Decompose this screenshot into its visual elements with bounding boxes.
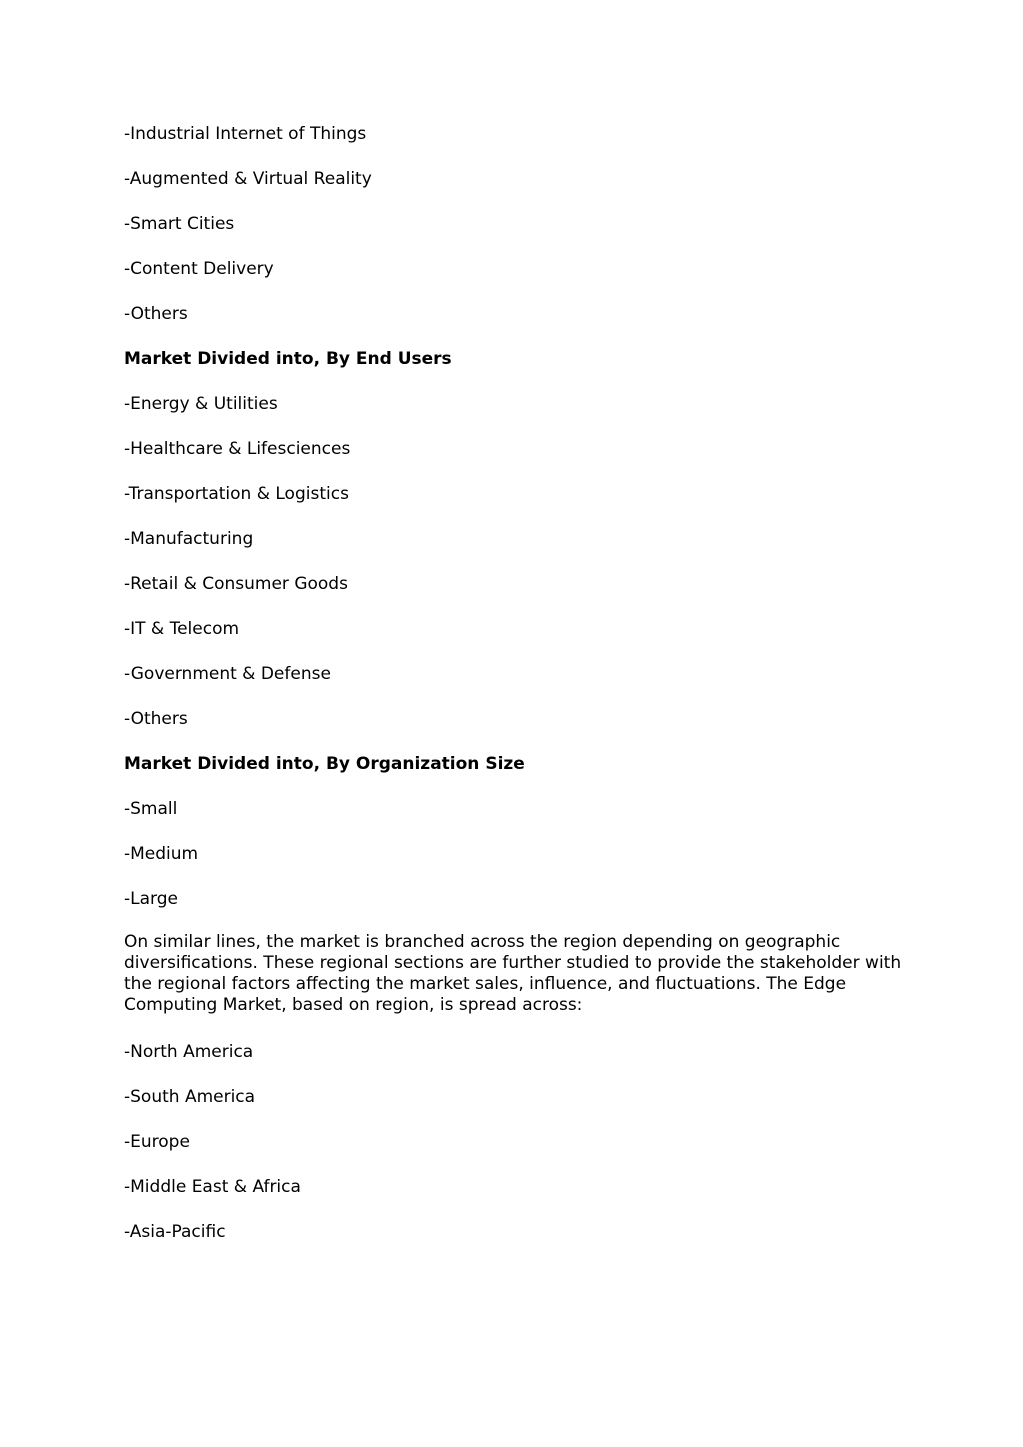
list-item-iiot: -Industrial Internet of Things: [124, 124, 367, 144]
list-item-others-applications: -Others: [124, 304, 188, 324]
region-paragraph: On similar lines, the market is branched across the region depending on geographic diversifications. These regional sections are further studied to provide the stakeholder with the regional factors affecting the market sales, influence, and fluctuations. The Edge Computing Market, based on region, is spread across:: [124, 932, 902, 1015]
list-item-south-america: -South America: [124, 1087, 256, 1107]
document-page: [124, 122, 914, 1265]
list-item-large: -Large: [124, 889, 178, 909]
list-item-transportation: -Transportation & Logistics: [124, 484, 349, 504]
list-item-ar-vr: -Augmented & Virtual Reality: [124, 169, 372, 189]
list-item-government: -Government & Defense: [124, 664, 331, 684]
list-item-others-end-users: -Others: [124, 709, 188, 729]
list-item-middle-east-africa: -Middle East & Africa: [124, 1177, 301, 1197]
list-item-europe: -Europe: [124, 1132, 190, 1152]
section-heading-end-users: Market Divided into, By End Users: [124, 349, 452, 369]
section-heading-organization-size: Market Divided into, By Organization Size: [124, 754, 525, 774]
list-item-small: -Small: [124, 799, 178, 819]
list-item-energy-utilities: -Energy & Utilities: [124, 394, 278, 414]
list-item-retail: -Retail & Consumer Goods: [124, 574, 348, 594]
list-item-asia-pacific: -Asia-Pacific: [124, 1222, 226, 1242]
list-item-healthcare: -Healthcare & Lifesciences: [124, 439, 351, 459]
list-item-medium: -Medium: [124, 844, 199, 864]
list-item-it-telecom: -IT & Telecom: [124, 619, 240, 639]
list-item-north-america: -North America: [124, 1042, 254, 1062]
list-item-smart-cities: -Smart Cities: [124, 214, 235, 234]
list-item-content-delivery: -Content Delivery: [124, 259, 274, 279]
list-item-manufacturing: -Manufacturing: [124, 529, 254, 549]
